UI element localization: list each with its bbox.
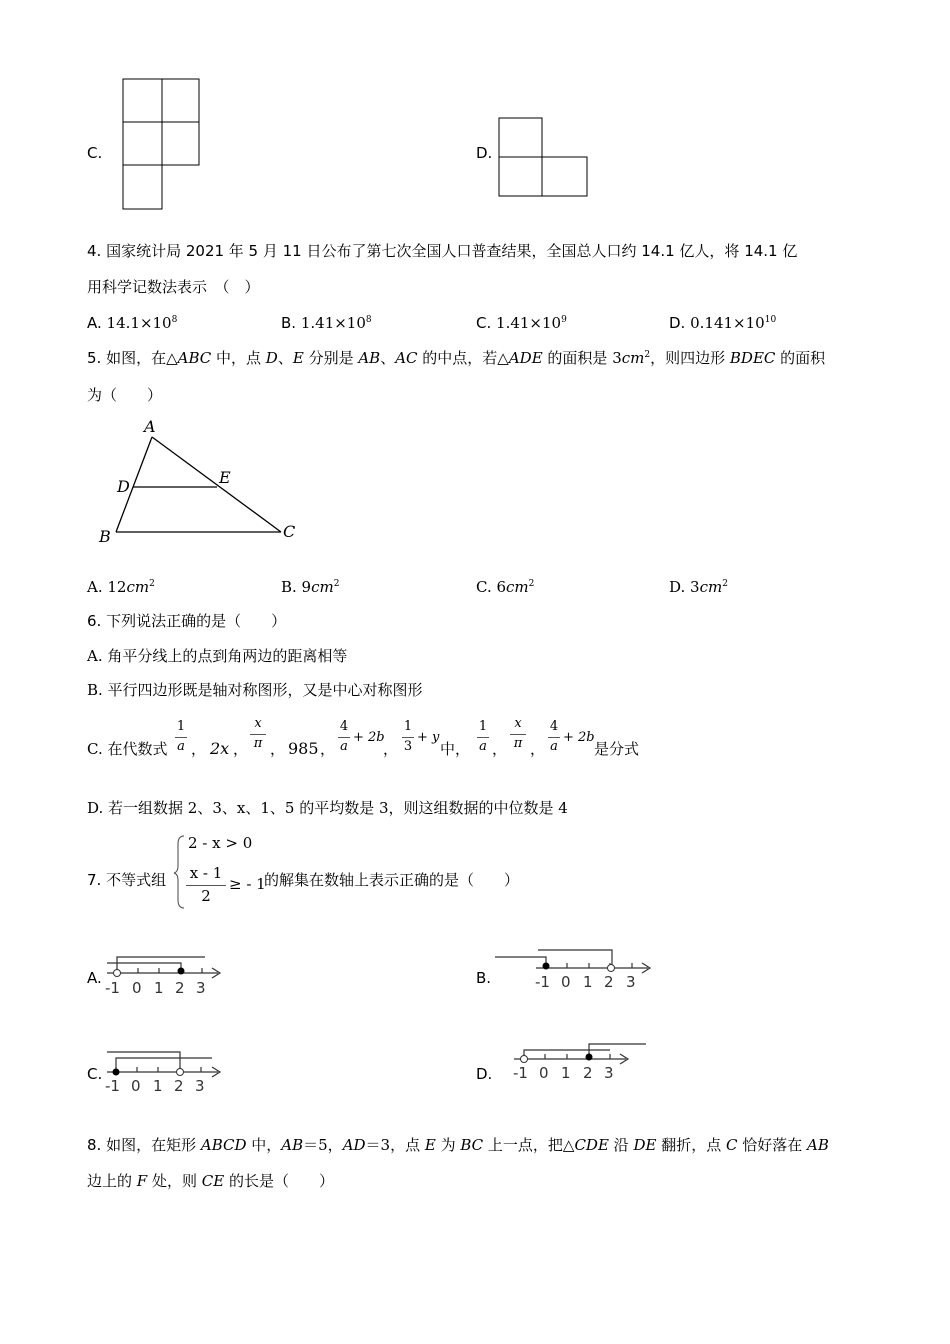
q6-option-b[interactable]: B. 平行四边形既是轴对称图形，又是中心对称图形 xyxy=(87,681,423,699)
q6-option-d[interactable]: D. 若一组数据 2、3、x、1、5 的平均数是 3，则这组数据的中位数是 4 xyxy=(87,799,568,817)
tick-label: 3 xyxy=(196,979,206,997)
tick-label: 3 xyxy=(604,1064,614,1082)
tick-label: 0 xyxy=(561,973,571,991)
q5-number: 5 xyxy=(87,349,97,367)
tick-label: -1 xyxy=(105,979,120,997)
tick-label: 3 xyxy=(626,973,636,991)
q7-option-c-label[interactable]: C. xyxy=(87,1065,103,1083)
q7-number: 7 xyxy=(87,871,97,889)
point-c-label: C xyxy=(283,522,296,541)
q4-option-b[interactable]: B. $1.41\times 10^8$ xyxy=(281,314,372,332)
q5-option-b[interactable]: B. $9cm^2$ xyxy=(281,578,340,596)
frac-1-over-a-2: 1 a xyxy=(478,719,488,754)
q4-option-d[interactable]: D. $0.141\times 10^{10}$ xyxy=(669,314,777,332)
q7-inequality-1: 2 - x > 0 xyxy=(188,834,253,852)
q7-option-d-label[interactable]: D. xyxy=(476,1065,493,1083)
q7-stem-pre: 7. 不等式组 xyxy=(87,871,167,889)
q4-stem-line2: 用科学记数法表示 （ ） xyxy=(87,278,260,296)
tick-label: 1 xyxy=(153,1077,163,1095)
q4-option-a[interactable]: A. $14.1\times 10^8$ xyxy=(87,314,178,332)
q5-option-d[interactable]: D. $3cm^2$ xyxy=(669,578,728,596)
tick-label: 2 xyxy=(174,1077,184,1095)
q7-option-b-label[interactable]: B. xyxy=(476,969,492,987)
q3-option-c-label[interactable]: C. xyxy=(87,144,103,162)
q7-stem-post: 的解集在数轴上表示正确的是（ ） xyxy=(264,871,520,889)
q5-option-a[interactable]: A. $12cm^2$ xyxy=(87,578,155,596)
q4-number: 4 xyxy=(87,242,97,260)
q5-option-c[interactable]: C. $6cm^2$ xyxy=(476,578,535,596)
tick-label: 1 xyxy=(561,1064,571,1082)
expr-985: 985 xyxy=(288,739,319,758)
tick-label: 1 xyxy=(583,973,593,991)
tick-label: -1 xyxy=(105,1077,120,1095)
q6-option-a[interactable]: A. 角平分线上的点到角两边的距离相等 xyxy=(87,647,348,665)
tick-label: 0 xyxy=(131,1077,141,1095)
frac-x-over-pi: x π xyxy=(250,717,266,751)
tick-label: 2 xyxy=(175,979,185,997)
q3-option-d-label[interactable]: D. xyxy=(476,144,493,162)
q5-stem-line1: 5. 如图，在△ABC 中，点 D、E 分别是 AB、AC 的中点，若△ADE 的面积是 $3cm^2$，则四边形 BDEC 的面积 xyxy=(87,349,826,367)
tick-label: 3 xyxy=(195,1077,205,1095)
tick-label: -1 xyxy=(535,973,550,991)
frac-1-over-a: 1 a xyxy=(176,719,186,754)
q6-number: 6 xyxy=(87,612,97,630)
tick-label: 0 xyxy=(132,979,142,997)
q4-stem-line1: 4. 国家统计局 2021 年 5 月 11 日公布了第七次全国人口普查结果，全国总人口约 14.1 亿人，将 14.1 亿 xyxy=(87,242,798,260)
tick-label: 1 xyxy=(154,979,164,997)
point-b-label: B xyxy=(99,527,111,546)
q8-stem-line2: 边上的 F 处，则 CE 的长是（ ） xyxy=(87,1172,334,1190)
q8-stem-line1: 8. 如图，在矩形 ABCD 中，AB＝5，AD＝3，点 E 为 BC 上一点，把△CDE 沿 DE 翻折，点 C 恰好落在 AB xyxy=(87,1136,829,1154)
frac-4-over-a: 4 a xyxy=(339,719,349,754)
q7-fraction: x - 1 2 xyxy=(186,865,226,905)
tick-label: -1 xyxy=(513,1064,528,1082)
expr-2x: 2x xyxy=(210,739,230,758)
point-a-label: A xyxy=(144,417,156,436)
tick-label: 0 xyxy=(539,1064,549,1082)
q7-inequality-2-rhs: ≥ - 1 xyxy=(229,875,266,893)
frac-4-over-a-2: 4 a xyxy=(549,719,559,754)
point-d-label: D xyxy=(117,477,130,496)
q5-stem-line2: 为（ ） xyxy=(87,386,163,404)
frac-x-over-pi-2: x π xyxy=(510,717,526,751)
q8-number: 8 xyxy=(87,1136,97,1154)
point-e-label: E xyxy=(219,468,231,487)
q6-stem: 6. 下列说法正确的是（ ） xyxy=(87,612,287,630)
tick-label: 2 xyxy=(583,1064,593,1082)
frac-1-over-3: 1 3 xyxy=(403,719,413,754)
q7-option-a-label[interactable]: A. xyxy=(87,969,102,987)
tick-label: 2 xyxy=(604,973,614,991)
q4-option-c[interactable]: C. $1.41\times 10^9$ xyxy=(476,314,567,332)
